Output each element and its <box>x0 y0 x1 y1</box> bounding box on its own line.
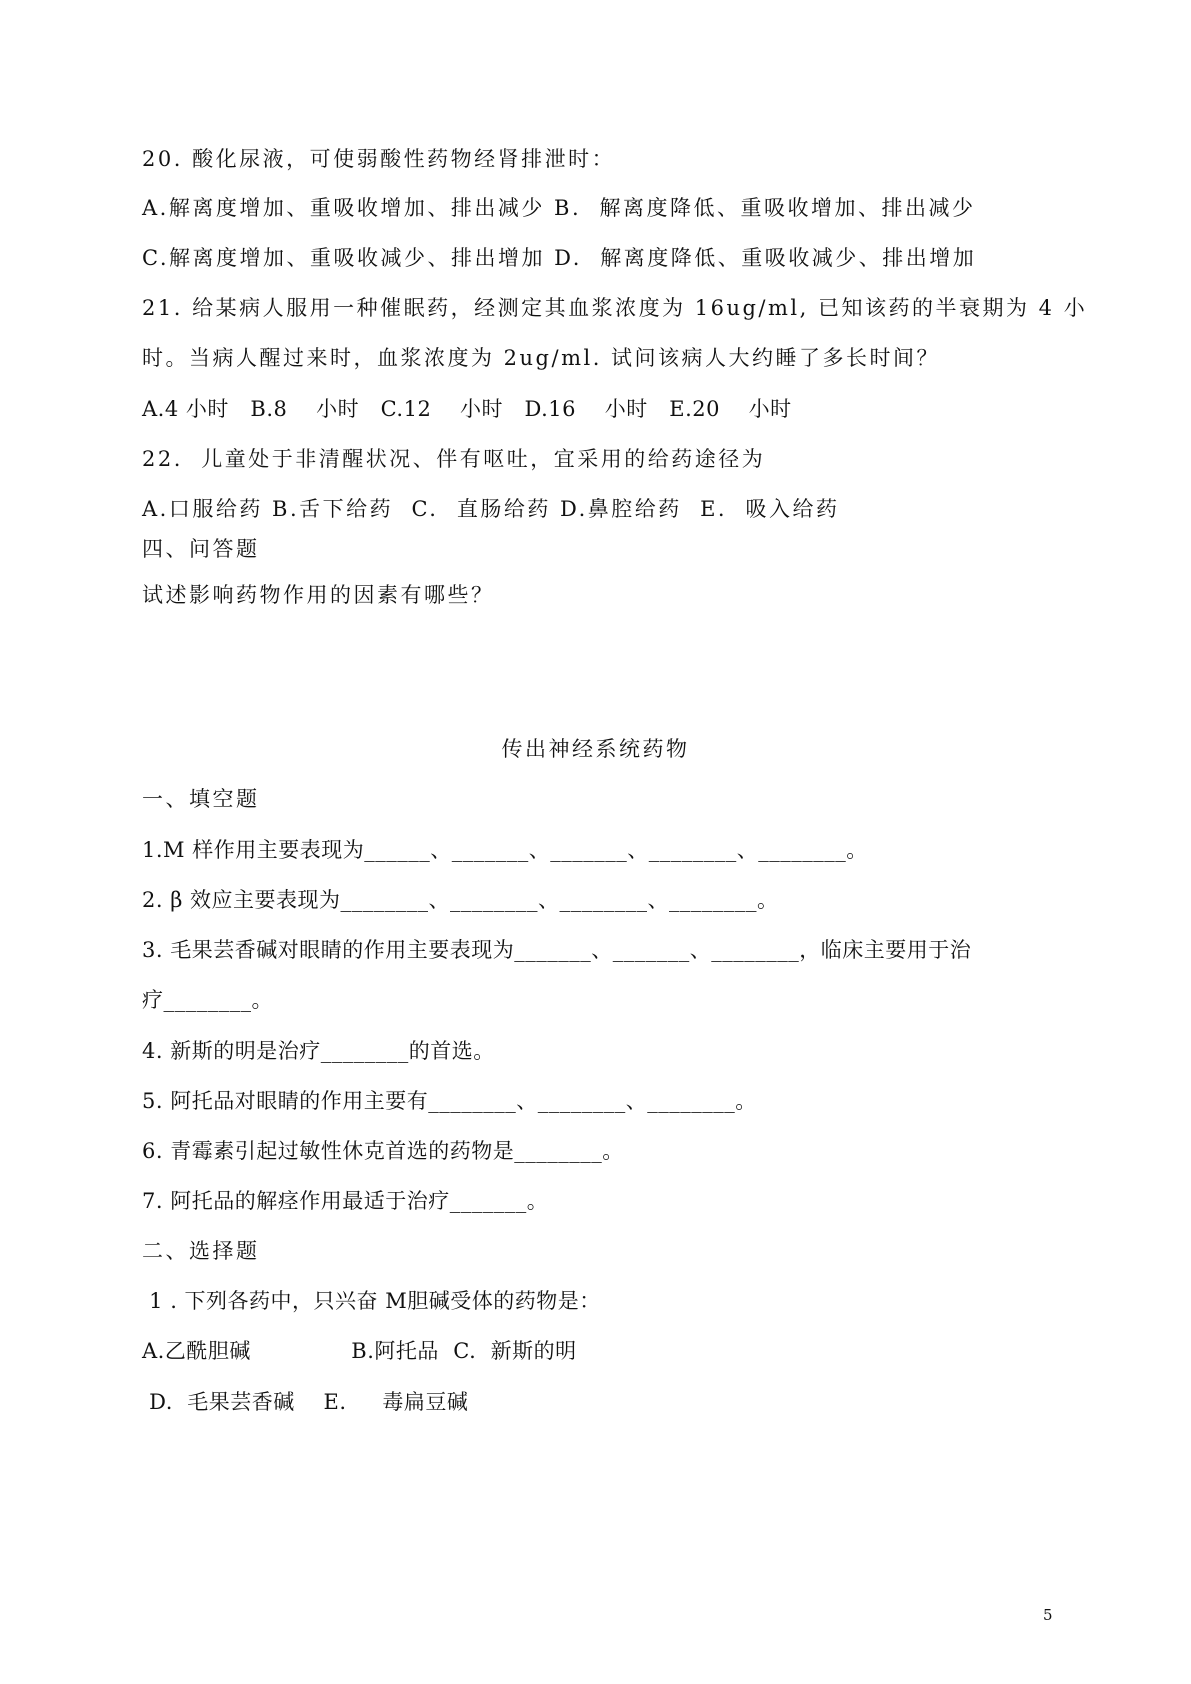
section-heading-choice: 二、选择题 <box>142 1239 260 1263</box>
question-22-options: A.口服给药 B.舌下给药 C. 直肠给药 D.鼻腔给药 E. 吸入给药 <box>142 497 840 521</box>
fill-blank-6: 6. 青霉素引起过敏性休克首选的药物是________。 <box>142 1139 624 1163</box>
fill-blank-1: 1.M 样作用主要表现为______、_______、_______、________、________。 <box>142 838 868 862</box>
question-20-options-cd: C.解离度增加、重吸收减少、排出增加 D. 解离度降低、重吸收减少、排出增加 <box>142 246 977 270</box>
question-21-options: A.4 小时 B.8 小时 C.12 小时 D.16 小时 E.20 小时 <box>142 397 792 421</box>
question-21-stem-line2: 时。当病人醒过来时，血浆浓度为 2ug/ml. 试问该病人大约睡了多长时间？ <box>142 346 941 370</box>
fill-blank-4: 4. 新斯的明是治疗________的首选。 <box>142 1039 495 1063</box>
question-21-stem-line1: 21. 给某病人服用一种催眠药，经测定其血浆浓度为 16ug/ml, 已知该药的半衰期为 4 小 <box>142 296 1088 320</box>
essay-question: 试述影响药物作用的因素有哪些？ <box>142 583 495 607</box>
fill-blank-2: 2. β 效应主要表现为________、________、________、________。 <box>142 888 779 912</box>
fill-blank-7: 7. 阿托品的解痉作用最适于治疗_______。 <box>142 1189 549 1213</box>
question-20-options-ab: A.解离度增加、重吸收增加、排出减少 B. 解离度降低、重吸收增加、排出减少 <box>142 196 976 220</box>
fill-blank-5: 5. 阿托品对眼睛的作用主要有________、________、________。 <box>142 1089 757 1113</box>
page-number: 5 <box>1043 1606 1053 1624</box>
section-heading-essay: 四、问答题 <box>142 537 260 561</box>
question-22-stem: 22. 儿童处于非清醒状况、伴有呕吐，宜采用的给药途径为 <box>142 447 766 471</box>
fill-blank-3-line2: 疗________。 <box>142 988 273 1012</box>
fill-blank-3-line1: 3. 毛果芸香碱对眼睛的作用主要表现为_______、_______、________，临床主要用于治 <box>142 938 972 962</box>
section-heading-fill-blank: 一、填空题 <box>142 787 260 811</box>
choice-question-1-options-line1: A.乙酰胆碱 B.阿托品 C. 新斯的明 <box>142 1339 577 1363</box>
choice-question-1-stem: 1 . 下列各药中，只兴奋 M胆碱受体的药物是： <box>142 1289 601 1313</box>
chapter-title: 传出神经系统药物 <box>501 737 690 761</box>
question-20-stem: 20. 酸化尿液，可使弱酸性药物经肾排泄时： <box>142 147 616 171</box>
choice-question-1-options-line2: D. 毛果芸香碱 E. 毒扁豆碱 <box>142 1390 469 1414</box>
